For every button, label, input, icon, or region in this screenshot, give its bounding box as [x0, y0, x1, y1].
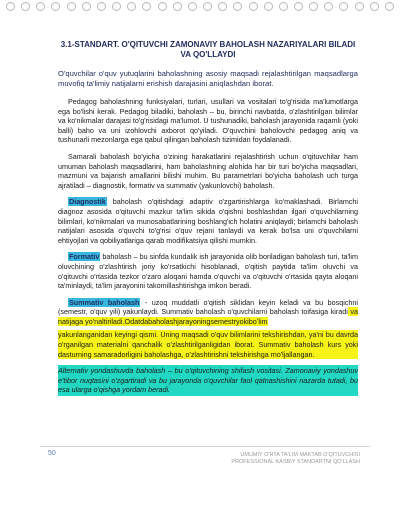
- diagnostic-term: Diagnostik: [69, 197, 106, 207]
- ring-icon: [158, 2, 167, 11]
- ring-icon: [6, 2, 15, 11]
- paragraph-formative: [58, 252, 358, 290]
- ring-icon: [355, 2, 364, 11]
- ring-icon: [112, 2, 121, 11]
- alternative-approach-highlight: Alternativ yondashuvda baholash – bu o'qituvchining shifash vositasi. Zamonaviy yondashuv e'tibor nuqtasini o'zgartiradi va bu jarayonda o'quvchilar faol qatnashishini nazarda tutadi, bu esa ularga o'qishga yordam beradi.: [58, 366, 358, 395]
- ring-icon: [264, 2, 273, 11]
- footer-caption: UMUMIY O'RTA TA'LIM MAKTAB O'QITUVCHISI PROFESSIONAL KASBIY STANDARTNI QO'LLASH: [231, 452, 360, 465]
- formative-term: Formativ: [69, 252, 100, 262]
- ring-icon: [142, 2, 151, 11]
- ring-icon: [67, 2, 76, 11]
- page-number: 50: [48, 450, 56, 457]
- ring-icon: [97, 2, 106, 11]
- paragraph-summative: [58, 298, 358, 327]
- paragraph-diagnostic: [58, 197, 358, 245]
- ring-icon: [36, 2, 45, 11]
- ring-icon: [127, 2, 136, 11]
- summative-term: Summativ baholash: [69, 297, 140, 307]
- ring-icon: [203, 2, 212, 11]
- ring-icon: [370, 2, 379, 11]
- ring-icon: [218, 2, 227, 11]
- ring-icon: [279, 2, 288, 11]
- ring-icon: [249, 2, 258, 11]
- ring-icon: [294, 2, 303, 11]
- ring-icon: [324, 2, 333, 11]
- formative-text: baholash – bu sinfda kundalik ish jarayonida olib boriladigan baholash turi, ta'lim oluvchining o'zlashtirish joriy ko'rsatkichi hisoblanadi, o'qitish paytida ta'lim oluvchi va o'qituvchi o'rtasida tezkor o'zaro aloqani hamda o'quvchi va o'qituvchi o'rtasida qayta aloqani ta'minlaydi, ta'lim jarayonini takomillashtirishga imkon beradi.: [58, 252, 358, 291]
- paragraph-types: Samarali baholash bo'yicha o'zining harakatlarini rejalashtirish uchun o'qituvchilar ham umuman baholash maqsadlarini, ham baholashning alohida har bir turi bo'yicha maqsadlari, mazmuni va bajarish amallarini bilishi muhim. Bu parametrlari bo'yicha baholash uch turga ajratiladi – diagnostik, formativ va summativ (yakunlovchi) baholash.: [58, 151, 358, 190]
- ring-icon: [51, 2, 60, 11]
- ring-icon: [173, 2, 182, 11]
- summative-highlight-1: va natijaga yo'naltiriladi.Odatdabaholashjarayoningsemestryokiboʻlim: [58, 307, 358, 326]
- binding-rings: [0, 0, 400, 14]
- page-title: 3.1-STANDART. O'QITUVCHI ZAMONAVIY BAHOLASH NAZARIYALARI BILADI VA QO'LLAYDI: [60, 40, 356, 59]
- footer-divider: [40, 446, 370, 447]
- lead-paragraph: O'quvchilar o'quv yutuqlarini baholashning asosiy maqsadi rejalashtirilgan maqsadlarga muvofiq ta'limiy natijalarni erishish darajasini aniqlashdan iborat.: [58, 69, 358, 88]
- paragraph-functions: Pedagog baholashning funksiyalari, turlari, usullari va vositalari to'g'risida ma'lumotlarga ega bo'lishi kerak. Pedagog biladiki, baholash – bu, birinchi navbatda, o'zlashtirilgan bilimlar va ko'nikmalar darajasi to'g'risidagi ma'lumot. U tushunadiki, baholash jarayonida raqamli (yoki balli) baho va uni izohlovchi axborot qo'yiladi. O'quvchini baholovchi pedagog aniq va tushunarli mezonlarga ega qabul qilingan baholash tizimidan foydalanadi.: [58, 97, 358, 145]
- ring-icon: [309, 2, 318, 11]
- diagnostic-text: baholash o'qitishdagi adaptiv o'zgartirishlarga ko'maklashadi. Birlamchi diagnoz asosida o'qituvchi mazkur ta'lim sikida o'qishni boshlashdan ilgari o'quvchilarning bilimlari, ko'nikmalari va munosabatlarining boshlang'ich holatini aniqlaydi; birlamchi baholash natijalari asosida o'quvchi to'g'risi o'quv rejani tanlaydi va kerak bo'lsa uni o'quvchilarni ehtiyojlari va qobiliyatlariga qarab modifikatsiya qilishi mumkin.: [58, 197, 358, 245]
- ring-icon: [82, 2, 91, 11]
- ring-icon: [21, 2, 30, 11]
- ring-icon: [233, 2, 242, 11]
- ring-icon: [385, 2, 394, 11]
- ring-icon: [188, 2, 197, 11]
- page-content: [58, 40, 358, 396]
- summative-text: - uzoq muddatli o'qitish siklidan keyin keladi va bu bosqichni (semestr, o'quv yili) yakunlaydi. Summativ baholash o'quvchilarni baholash toifasiga kiradi: [58, 297, 358, 317]
- summative-highlight-2: yakunlanganidan keyingi qismi. Uning maqsadi o'quv bilimlarini tekshirishdan, ya'ni bu davrda o'rganilgan materialni qanchalik o'zlashtirilganligidan iborat. Summativ baholash kurs yoki dasturning samaradorligini baholashga, o'zlashtirishni tekshirishga mo'ljallangan.: [58, 330, 358, 359]
- ring-icon: [339, 2, 348, 11]
